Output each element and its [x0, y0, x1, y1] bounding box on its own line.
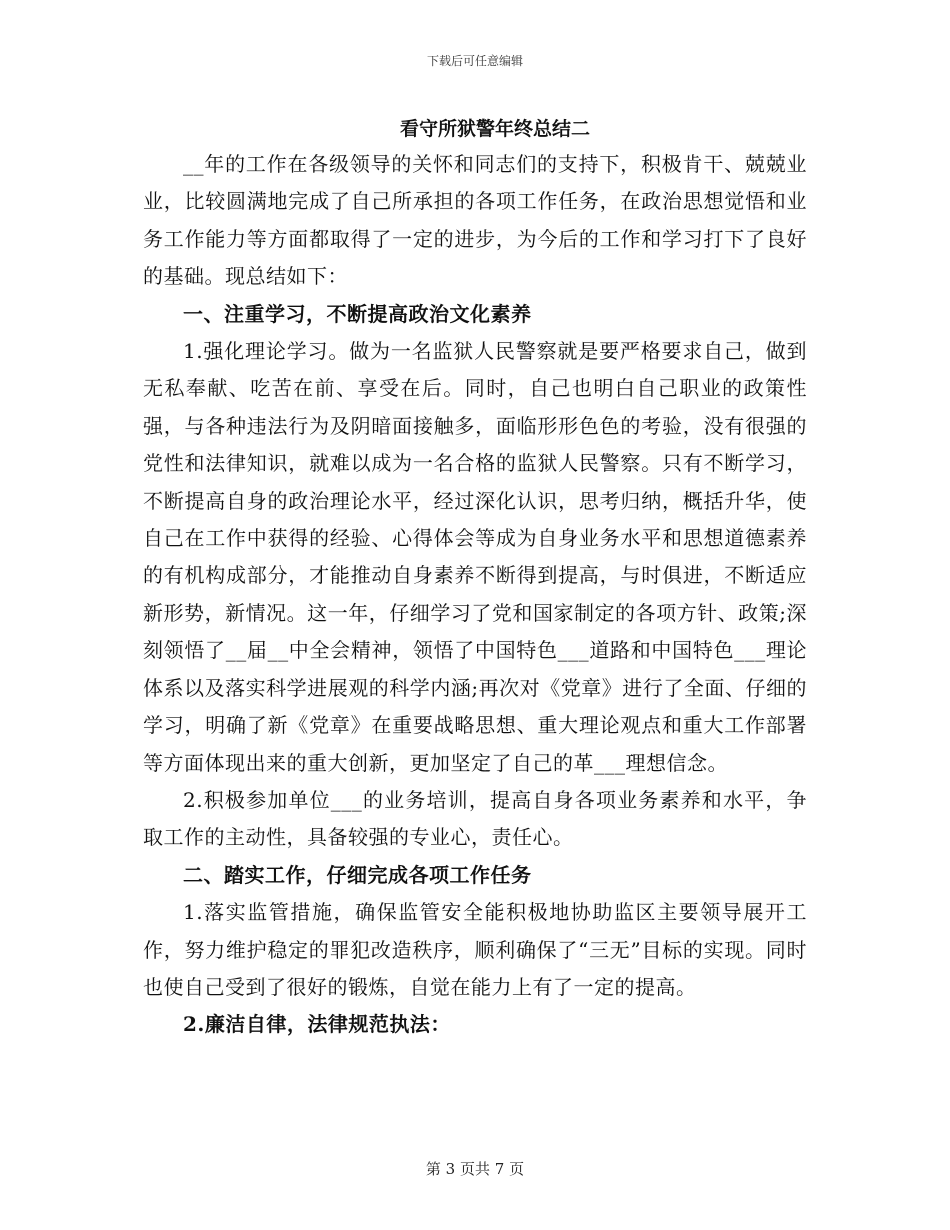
- intro-paragraph: __年的工作在各级领导的关怀和同志们的支持下，积极肯干、兢兢业业，比较圆满地完成了自己所承担的各项工作任务，在政治思想觉悟和业务工作能力等方面都取得了一定的进步，为今后的工作和学习打下了良好的基础。现总结如下：: [143, 152, 807, 289]
- page-footer: 第 3 页共 7 页: [425, 1160, 525, 1178]
- body-paragraph: 2.积极参加单位___的业务培训，提高自身各项业务素养和水平，争取工作的主动性，具备较强的专业心，责任心。: [143, 787, 807, 850]
- subsection-heading: 2.廉洁自律，法律规范执法：: [183, 1012, 451, 1037]
- section-heading-1: 一、注重学习，不断提高政治文化素养: [183, 301, 532, 326]
- body-paragraph: 1.落实监管措施，确保监管安全能积极地协助监区主要领导展开工作，努力维护稳定的罪犯改造秩序，顺利确保了“三无”目标的实现。同时也使自己受到了很好的锻炼，自觉在能力上有了一定的提高。: [143, 900, 807, 999]
- section-heading-2: 二、踏实工作，仔细完成各项工作任务: [183, 862, 532, 887]
- body-paragraph: 1.强化理论学习。做为一名监狱人民警察就是要严格要求自己，做到无私奉献、吃苦在前、享受在后。同时，自己也明白自己职业的政策性强，与各种违法行为及阴暗面接触多，面临形形色色的考验，没有很强的党性和法律知识，就难以成为一名合格的监狱人民警察。只有不断学习，不断提高自身的政治理论水平，经过深化认识，思考归纳，概括升华，使自己在工作中获得的经验、心得体会等成为自身业务水平和思想道德素养的有机构成部分，才能推动自身素养不断得到提高，与时俱进，不断适应新形势，新情况。这一年，仔细学习了党和国家制定的各项方针、政策;深刻领悟了__届__中全会精神，领悟了中国特色___道路和中国特色___理论体系以及落实科学进展观的科学内涵;再次对《党章》进行了全面、仔细的学习，明确了新《党章》在重要战略思想、重大理论观点和重大工作部署等方面体现出来的重大创新，更加坚定了自己的革___理想信念。: [143, 339, 807, 775]
- header-note: 下载后可任意编辑: [426, 54, 523, 68]
- document-title: 看守所狱警年终总结二: [399, 118, 590, 140]
- document-body: [143, 146, 807, 1044]
